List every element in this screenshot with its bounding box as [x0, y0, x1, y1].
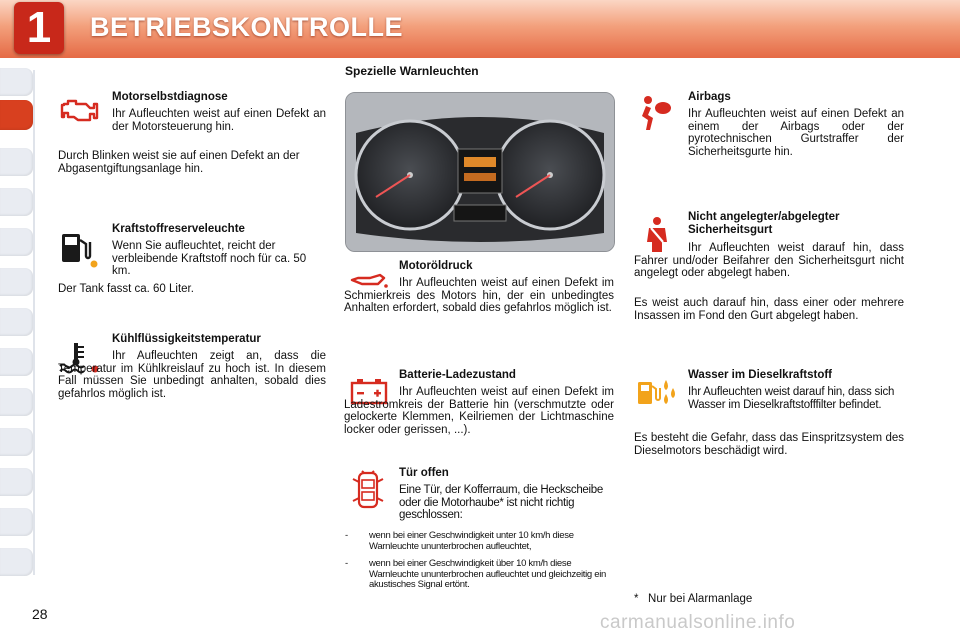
- chapter-tab[interactable]: [0, 348, 33, 376]
- chapter-tab[interactable]: [0, 308, 33, 336]
- chapter-tab[interactable]: [0, 548, 33, 576]
- water-text-2: Es besteht die Gefahr, dass das Einspritzsystem des Dieselmotors beschädigt wird.: [634, 432, 904, 457]
- chapter-tab-active[interactable]: [0, 100, 33, 130]
- oil-title: Motoröldruck: [399, 260, 473, 272]
- fuel-title: Kraftstoffreserveleuchte: [112, 223, 245, 235]
- water-title: Wasser im Dieselkraftstoff: [688, 369, 833, 381]
- door-bullet-dash-1: -: [345, 530, 348, 541]
- engine-warning-icon: [58, 94, 100, 126]
- airbag-icon: [636, 94, 676, 132]
- chapter-tab[interactable]: [0, 148, 33, 176]
- fuel-text-2: Der Tank fasst ca. 60 Liter.: [58, 283, 194, 295]
- chapter-tab[interactable]: [0, 508, 33, 536]
- chapter-tab[interactable]: [0, 228, 33, 256]
- door-bullet-2: wenn bei einer Geschwindigkeit über 10 km/h diese Warnleuchte ununterbrochen aufleuchtet und gleichzeitig ein akustisches Signal ertönt.: [369, 558, 607, 590]
- footnote: * Nur bei Alarmanlage: [634, 593, 753, 605]
- chapter-tab[interactable]: [0, 428, 33, 456]
- water-text: Ihr Aufleuchten weist darauf hin, dass sich Wasser im Dieselkraftstofffilter befindet.: [688, 386, 895, 411]
- chapter-tabs: [0, 60, 36, 580]
- instrument-cluster-image: [345, 92, 615, 252]
- watermark: carmanualsonline.info: [600, 612, 796, 633]
- engine-text: Ihr Aufleuchten weist auf einen Defekt an der Motorsteuerung hin.: [112, 108, 326, 133]
- fuel-text: Wenn Sie aufleuchtet, reicht der verbleibende Kraftstoff noch für ca. 50 km.: [112, 240, 307, 277]
- page-number: 28: [32, 606, 48, 622]
- belt-text: Ihr Aufleuchten weist darauf hin, dass Fahrer und/oder Beifahrer den Sicherheitsgurt nicht angelegt oder abgelegt haben.: [634, 242, 904, 279]
- battery-text: Ihr Aufleuchten weist auf einen Defekt im Ladestromkreis der Batterie hin (verschmutzte oder gelockerte Klemmen, Keilriemen der Lichtmaschine locker oder gerissen, ...).: [344, 386, 614, 436]
- chapter-badge: 1: [14, 2, 64, 54]
- fuel-reserve-icon: [60, 228, 102, 270]
- page-title: BETRIEBSKONTROLLE: [90, 12, 404, 42]
- chapter-tab[interactable]: [0, 68, 33, 96]
- chapter-tab[interactable]: [0, 468, 33, 496]
- door-bullet-dash-2: -: [345, 558, 348, 569]
- oil-text: Ihr Aufleuchten weist auf einen Defekt im Schmierkreis des Motors hin, der ein unbedingtes Anhalten erfordert, sobald dies gefahrlos möglich ist.: [344, 277, 614, 314]
- section-title: Spezielle Warnleuchten: [345, 64, 479, 78]
- door-text: Eine Tür, der Kofferraum, die Heckscheibe oder die Motorhaube* ist nicht richtig geschlossen:: [399, 484, 603, 521]
- engine-title: Motorselbstdiagnose: [112, 91, 228, 103]
- belt-text-2: Es weist auch darauf hin, dass einer oder mehrere Insassen im Fond den Gurt abgelegt haben.: [634, 297, 904, 322]
- airbags-text: Ihr Aufleuchten weist auf einen Defekt an einem der Airbags oder der pyrotechnischen Gurtstraffer der Sicherheitsgurte hin.: [688, 108, 904, 158]
- coolant-text: Ihr Aufleuchten zeigt an, dass die Temperatur im Kühlkreislauf zu hoch ist. In diesem Fall müssen Sie unbedingt anhalten, sobald dies gefahrlos möglich ist.: [58, 350, 326, 400]
- coolant-title: Kühlflüssigkeitstemperatur: [112, 333, 261, 345]
- water-in-diesel-icon: [636, 374, 680, 408]
- instrument-cluster-drawing: [346, 93, 614, 251]
- battery-title: Batterie-Ladezustand: [399, 369, 516, 381]
- engine-text-2: Durch Blinken weist sie auf einen Defekt an der Abgasentgiftungsanlage hin.: [58, 150, 300, 175]
- door-title: Tür offen: [399, 467, 449, 479]
- airbags-title: Airbags: [688, 91, 731, 103]
- chapter-tab[interactable]: [0, 188, 33, 216]
- door-open-icon: [350, 470, 386, 510]
- chapter-tab[interactable]: [0, 388, 33, 416]
- belt-title: Nicht angelegter/abgelegter Sicherheitsgurt: [688, 211, 840, 236]
- chapter-tab[interactable]: [0, 268, 33, 296]
- door-bullet-1: wenn bei einer Geschwindigkeit unter 10 km/h diese Warnleuchte ununterbrochen aufleuchtet,: [369, 530, 574, 552]
